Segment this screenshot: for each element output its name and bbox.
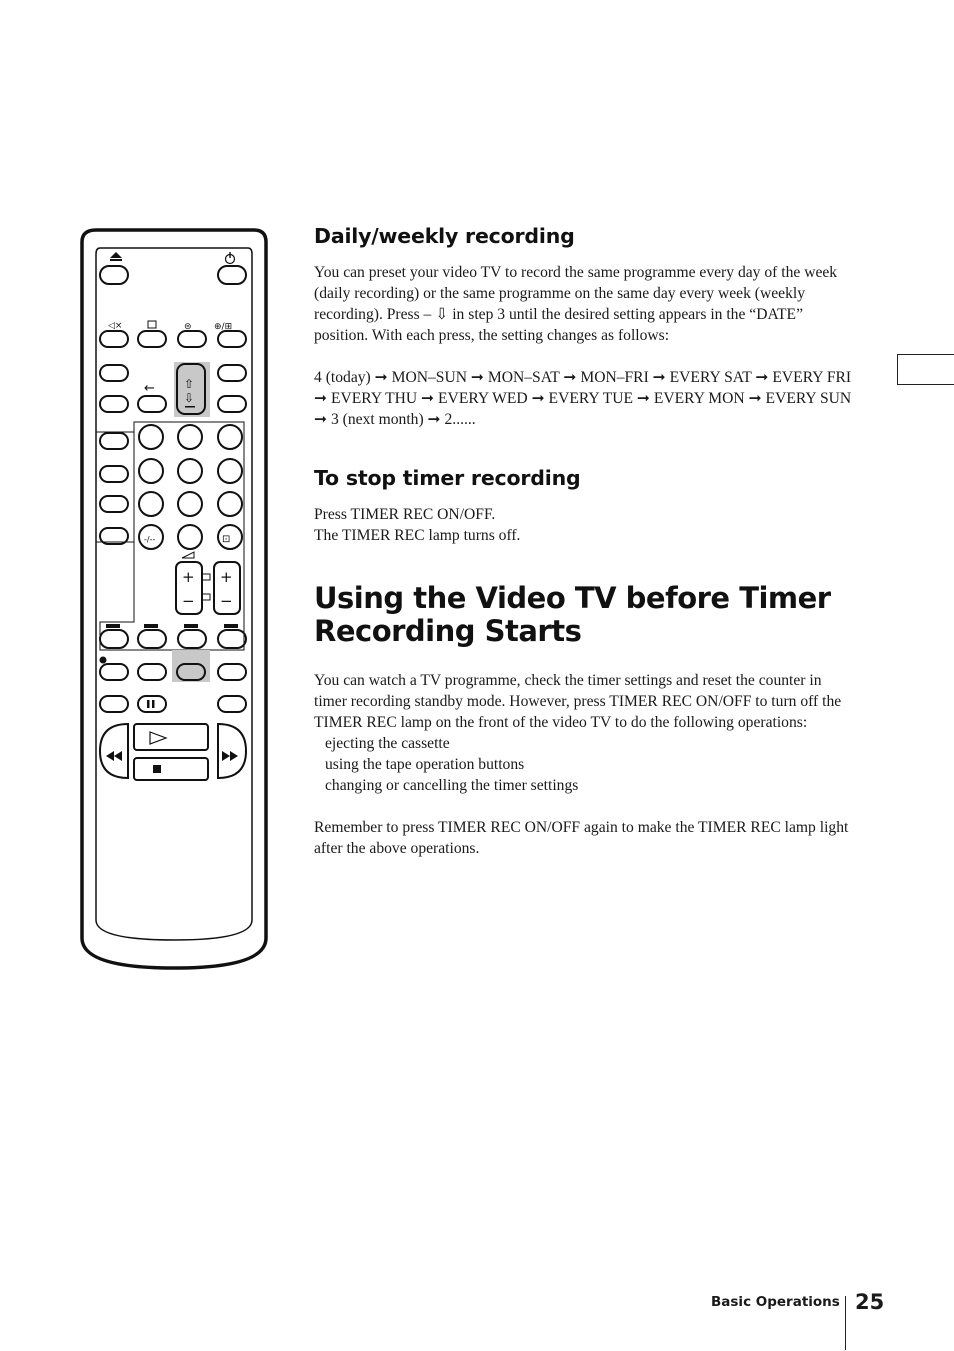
svg-text:−: − xyxy=(220,592,233,610)
stop-timer-line-2: The TIMER REC lamp turns off. xyxy=(314,527,521,544)
operation-item: using the tape operation buttons xyxy=(325,756,525,773)
reminder-paragraph: Remember to press TIMER REC ON/OFF again to make the TIMER REC lamp light after the above operations. xyxy=(314,819,849,857)
svg-text:⇧: ⇧ xyxy=(184,377,195,391)
stop-timer-line-1: Press TIMER REC ON/OFF. xyxy=(314,506,496,523)
operation-item: ejecting the cassette xyxy=(325,735,450,752)
section-heading-stop-timer: To stop timer recording xyxy=(314,466,581,490)
svg-text:⊡: ⊡ xyxy=(222,534,231,545)
page-number: 25 xyxy=(855,1290,885,1314)
footer-section-label: Basic Operations xyxy=(711,1294,840,1310)
svg-text:◁×: ◁× xyxy=(108,321,123,331)
svg-text:+: + xyxy=(182,568,195,586)
svg-text:⇩: ⇩ xyxy=(184,391,195,405)
svg-text:−: − xyxy=(182,592,195,610)
svg-text:←: ← xyxy=(144,381,155,396)
svg-text:⊜: ⊜ xyxy=(184,322,192,332)
operation-item: changing or cancelling the timer settings xyxy=(325,777,579,794)
section-heading-using-video-tv: Using the Video TV before Timer Recording Starts xyxy=(314,581,831,648)
page-content xyxy=(314,220,854,859)
svg-text:-/--: -/-- xyxy=(144,535,156,544)
daily-weekly-intro: You can preset your video TV to record the same programme every day of the week (daily recording) or the same programme on the same day every week (weekly recording). Press – ⇩ in step 3 until the desired setting appears in the “DATE” position. With each press, the setting changes as follows: xyxy=(314,264,838,344)
svg-text:+: + xyxy=(220,568,233,586)
section-heading-daily-weekly: Daily/weekly recording xyxy=(314,224,575,248)
date-setting-sequence: 4 (today) ➞ MON–SUN ➞ MON–SAT ➞ MON–FRI ➞ EVERY SAT ➞ EVERY FRI ➞ EVERY THU ➞ EVERY WED ➞ EVERY TUE ➞ EVERY MON ➞ EVERY SUN ➞ 3 (next month) ➞ 2...... xyxy=(314,369,852,428)
svg-text:⊕/⊞: ⊕/⊞ xyxy=(214,322,233,332)
footer-divider xyxy=(845,1296,846,1350)
section-tab-marker xyxy=(897,354,954,385)
using-video-tv-intro: You can watch a TV programme, check the timer settings and reset the counter in timer recording standby mode. However, press TIMER REC ON/OFF to turn off the TIMER REC lamp on the front of the video TV to do the following operations: xyxy=(314,672,842,731)
remote-control-illustration xyxy=(78,226,270,972)
